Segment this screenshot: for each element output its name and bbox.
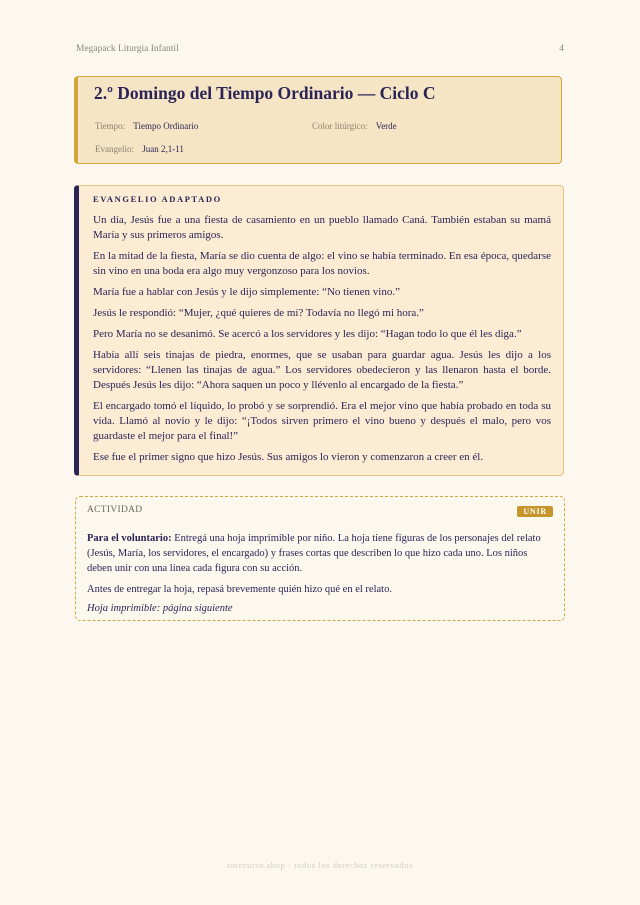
gospel-paragraph: En la mitad de la fiesta, María se dio cuenta de algo: el vino se había terminado. En esa época, quedarse sin vino en una boda era algo muy vergonzoso para los novios. (93, 250, 551, 277)
activity-instructions (87, 531, 553, 576)
gospel-paragraph: El encargado tomó el líquido, lo probó y se sorprendió. Era el mejor vino que había probado en toda su vida. Llamó al novio y le dijo: “¡Todos sirven primero el vino bueno y después el malo, pero vos guardaste el mejor para el final!” (93, 400, 551, 442)
evangelio-row (95, 144, 184, 154)
gospel-box (74, 185, 564, 476)
activity-title: ACTIVIDAD (87, 505, 143, 515)
gospel-paragraph: Jesús le respondió: “Mujer, ¿qué quieres de mí? Todavía no llegó mi hora.” (93, 307, 424, 319)
color-row (312, 121, 397, 131)
gospel-heading: EVANGELIO ADAPTADO (93, 194, 222, 204)
activity-box (75, 496, 565, 621)
tiempo-row (95, 121, 198, 131)
tiempo-value: Tiempo Ordinario (133, 121, 199, 131)
tiempo-label: Tiempo: (95, 121, 126, 131)
activity-badge: UNIR (517, 506, 553, 517)
title-box (74, 76, 562, 164)
footer: turecurso.shop · todos los derechos reservados (227, 860, 413, 870)
gospel-paragraph: Un día, Jesús fue a una fiesta de casamiento en un pueblo llamado Caná. También estaban su mamá María y sus primeros amigos. (93, 214, 551, 241)
page-number: 4 (559, 44, 564, 54)
evangelio-value: Juan 2,1-11 (142, 144, 184, 154)
activity-note: Hoja imprimible: página siguiente (87, 603, 233, 614)
activity-lead-label: Para el voluntario: (87, 533, 172, 544)
color-value: Verde (375, 121, 397, 131)
gospel-paragraph: Pero María no se desanimó. Se acercó a los servidores y les dijo: “Hagan todo lo que él les diga.” (93, 328, 522, 340)
activity-second: Antes de entregar la hoja, repasá brevemente quién hizo qué en el relato. (87, 584, 392, 595)
color-label: Color litúrgico: (312, 121, 368, 131)
header-title: Megapack Liturgia Infantil (76, 44, 179, 54)
evangelio-label: Evangelio: (95, 144, 134, 154)
activity-lead-text: Entregá una hoja imprimible por niño. La hoja tiene figuras de los personajes del relato (Jesús, María, los servidores, el encargado) y frases cortas que describen lo que hizo cada uno. Los niños deben unir con una línea cada figura con su acción. (87, 533, 541, 574)
gospel-paragraph: Había allí seis tinajas de piedra, enormes, que se usaban para guardar agua. Jesús les dijo a los servidores: “Llenen las tinajas de agua.” Los servidores obedecieron y las llenaron hasta el borde. Después Jesús les dijo: “Ahora saquen un poco y llévenlo al encargado de la fiesta.” (93, 349, 551, 391)
page-title: 2.º Domingo del Tiempo Ordinario — Ciclo C (94, 83, 436, 103)
activity-body (87, 531, 553, 614)
gospel-paragraph: Ese fue el primer signo que hizo Jesús. Sus amigos lo vieron y comenzaron a creer en él. (93, 451, 484, 463)
gospel-paragraph: María fue a hablar con Jesús y le dijo simplemente: “No tienen vino.” (93, 286, 400, 298)
